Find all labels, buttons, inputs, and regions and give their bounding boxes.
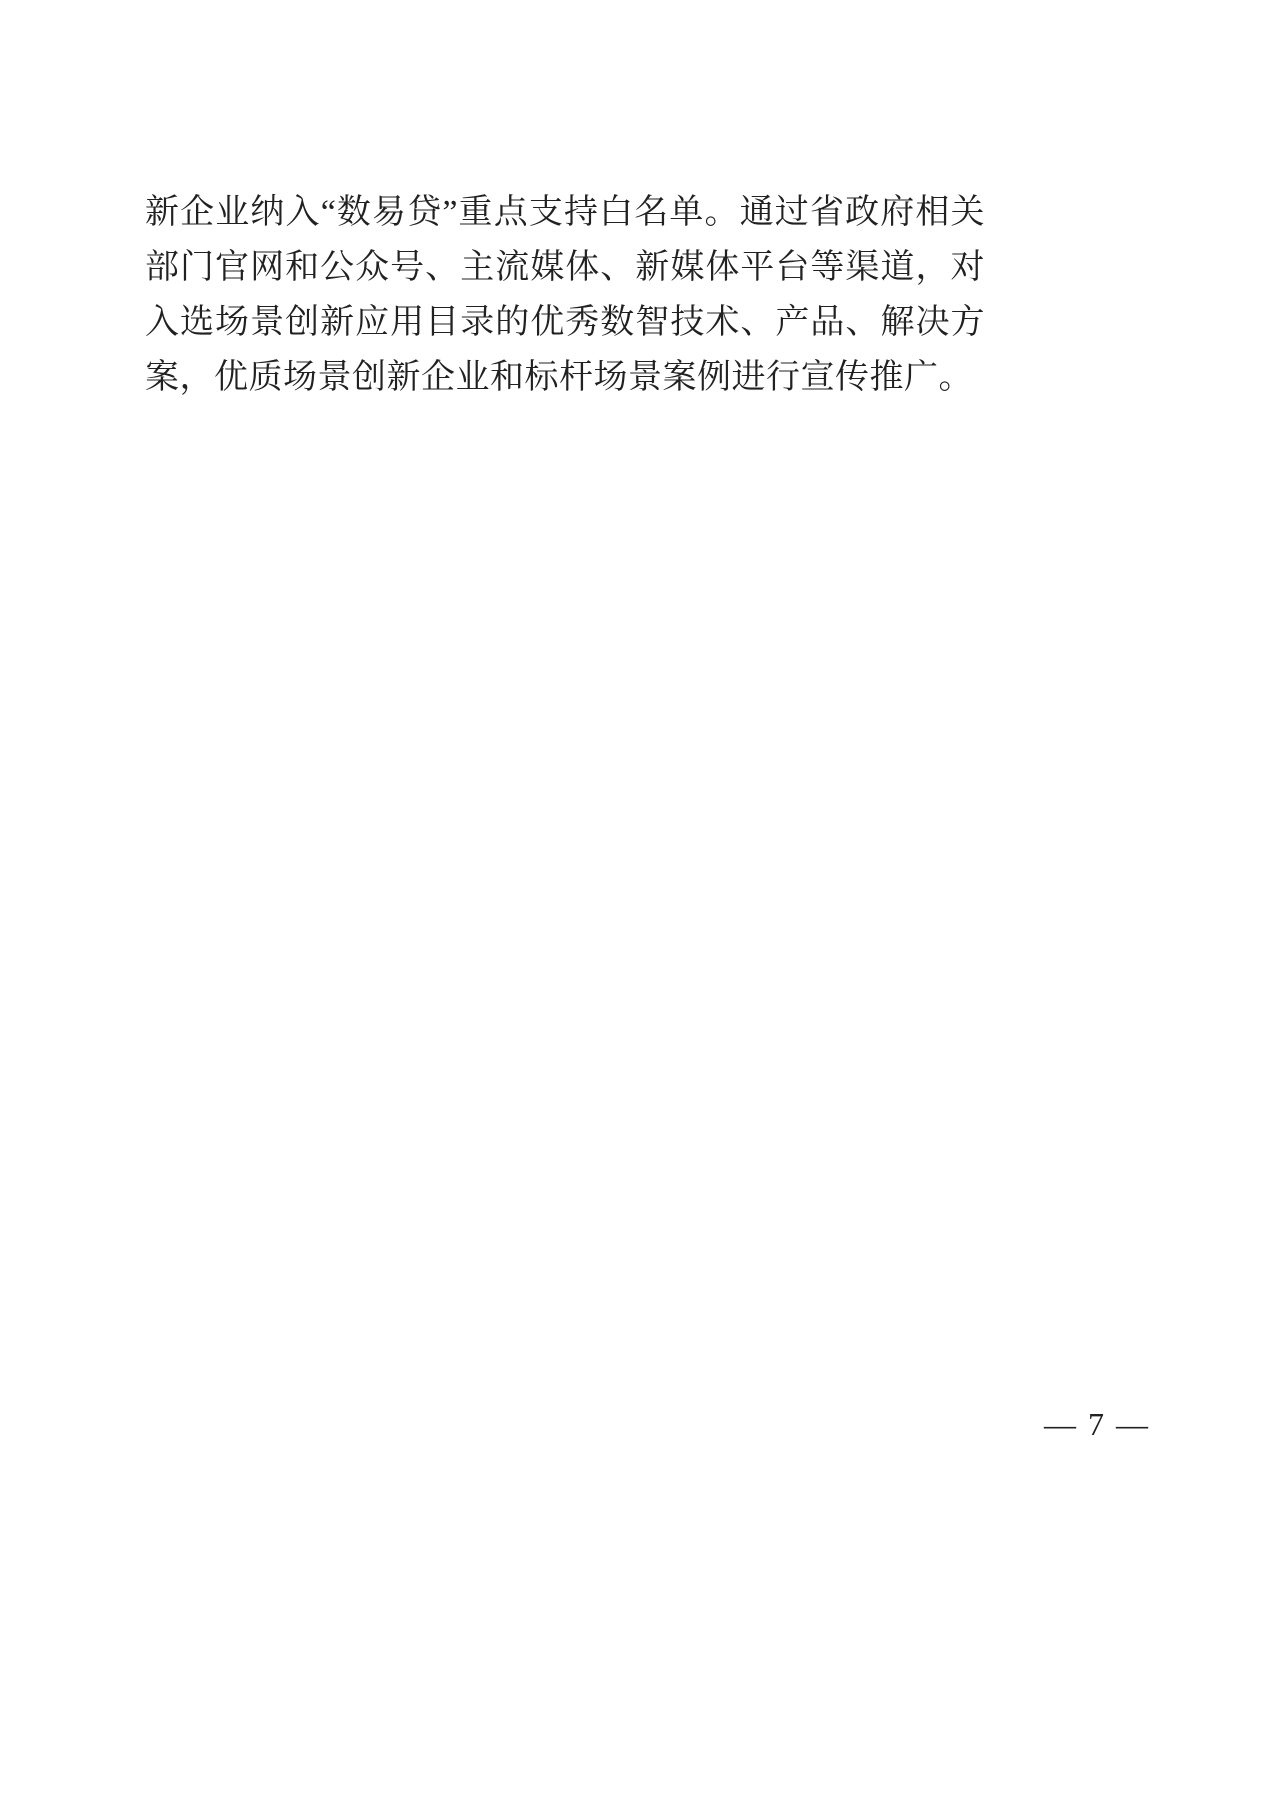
page-number: — 7 —: [1044, 1406, 1150, 1442]
body-paragraph: 新企业纳入“数易贷”重点支持白名单。通过省政府相关部门官网和公众号、主流媒体、新媒体平台等渠道，对入选场景创新应用目录的优秀数智技术、产品、解决方案，优质场景创新企业和标杆场景案例进行宣传推广。: [145, 194, 985, 396]
document-body: [145, 185, 985, 405]
page-footer: [0, 1400, 1280, 1460]
